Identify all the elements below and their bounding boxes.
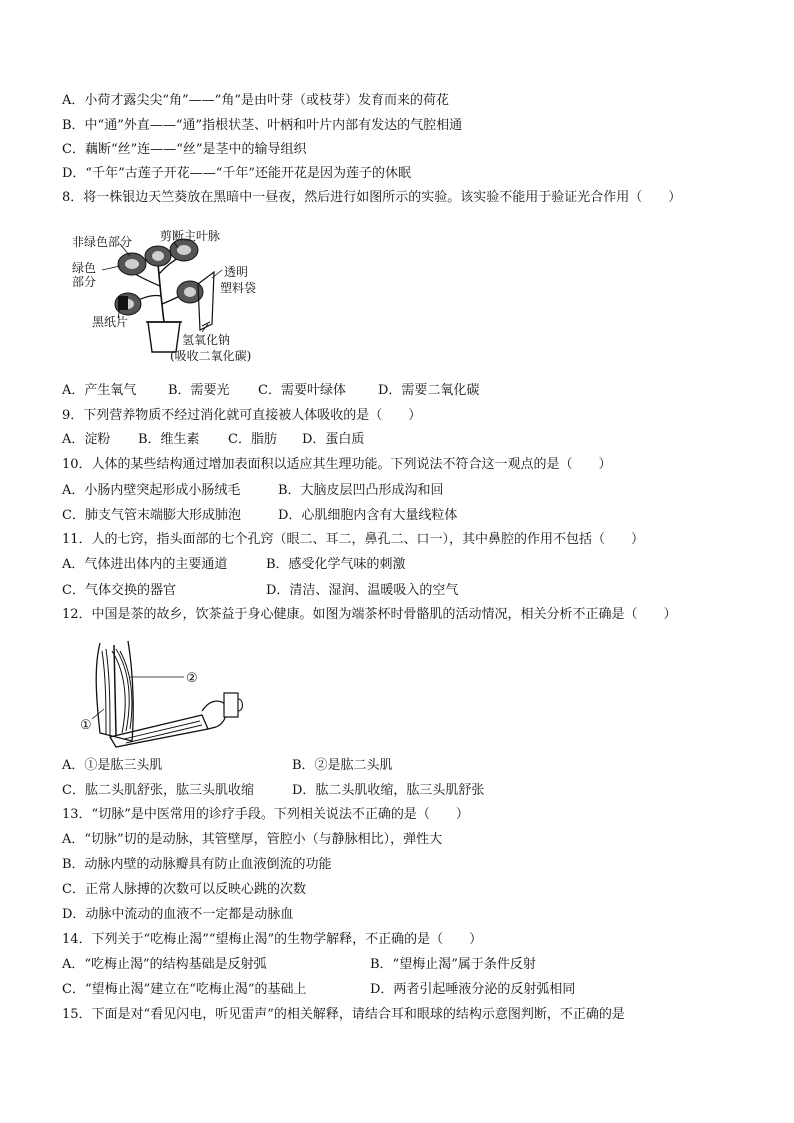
q9-option-b: B．维生素 xyxy=(138,432,200,447)
q10-option-c: C．肺支气管末端膨大形成肺泡 xyxy=(62,508,241,523)
q11-option-b: B．感受化学气味的刺激 xyxy=(266,557,406,572)
q12-option-b: B．②是肱二头肌 xyxy=(292,758,393,773)
q7-option-b: B．中“通”外直——“通”指根状茎、叶柄和叶片内部有发达的气腔相通 xyxy=(62,118,463,133)
q11-option-c: C．气体交换的器官 xyxy=(62,583,176,598)
q9-option-a: A．淀粉 xyxy=(62,432,111,447)
q11-option-d: D．清洁、湿润、温暖吸入的空气 xyxy=(266,583,459,598)
arm-muscle-figure xyxy=(76,637,246,749)
q8-option-b: B．需要光 xyxy=(168,383,230,398)
q7-option-d: D．“千年”古莲子开花——“千年”还能开花是因为莲子的休眠 xyxy=(62,166,412,181)
q10-option-a: A．小肠内壁突起形成小肠绒毛 xyxy=(62,483,241,498)
label-non-green-part: 非绿色部分 xyxy=(72,235,133,249)
q8-option-d: D．需要二氧化碳 xyxy=(378,383,480,398)
q12-option-d: D．肱二头肌收缩，肱三头肌舒张 xyxy=(292,783,485,798)
label-naoh-1: 氢氧化钠 xyxy=(182,333,231,347)
label-transparent-1: 透明 xyxy=(224,265,249,279)
q14-option-d: D．两者引起唾液分泌的反射弧相同 xyxy=(370,982,576,997)
q9-option-c: C．脂肪 xyxy=(228,432,277,447)
label-circle-one: ① xyxy=(80,718,92,733)
q9-option-d: D．蛋白质 xyxy=(302,432,365,447)
q7-option-a: A．小荷才露尖尖“角”——“角”是由叶芽（或枝芽）发育而来的荷花 xyxy=(62,93,449,108)
q10-option-b: B．大脑皮层凹凸形成沟和回 xyxy=(278,483,444,498)
label-naoh-2: (吸收二氧化碳) xyxy=(170,349,252,363)
q12-option-a: A．①是肱三头肌 xyxy=(62,758,163,773)
q15-stem: 15．下面是对“看见闪电，听见雷声”的相关解释，请结合耳和眼球的结构示意图判断，不正确的是 xyxy=(62,1007,625,1022)
q8-option-a: A．产生氧气 xyxy=(62,383,137,398)
q11-option-a: A．气体进出体内的主要通道 xyxy=(62,557,228,572)
label-green-part-1: 绿色 xyxy=(72,261,97,275)
label-transparent-2: 塑料袋 xyxy=(220,281,257,295)
q13-stem: 13．“切脉”是中医常用的诊疗手段。下列相关说法不正确的是（ ） xyxy=(62,807,469,822)
q13-option-d: D．动脉中流动的血液不一定都是动脉血 xyxy=(62,907,294,922)
label-green-part-2: 部分 xyxy=(72,275,97,289)
q14-stem: 14．下列关于“吃梅止渴”“望梅止渴”的生物学解释，不正确的是（ ） xyxy=(62,932,483,947)
q10-stem: 10．人体的某些结构通过增加表面积以适应其生理功能。下列说法不符合这一观点的是（ ） xyxy=(62,457,612,472)
q8-option-c: C．需要叶绿体 xyxy=(258,383,346,398)
q10-option-d: D．心肌细胞内含有大量线粒体 xyxy=(278,508,458,523)
q12-stem: 12．中国是茶的故乡，饮茶益于身心健康。如图为端茶杯时骨骼肌的活动情况，相关分析不正确是（ ） xyxy=(62,607,677,622)
label-black-paper: 黑纸片 xyxy=(92,315,129,329)
q13-option-b: B．动脉内壁的动脉瓣具有防止血液倒流的功能 xyxy=(62,857,332,872)
q12-option-c: C．肱二头肌舒张，肱三头肌收缩 xyxy=(62,783,254,798)
q14-option-b: B．“望梅止渴”属于条件反射 xyxy=(370,957,536,972)
q7-option-c: C．藕断“丝”连——“丝”是茎中的输导组织 xyxy=(62,142,307,157)
q9-stem: 9．下列营养物质不经过消化就可直接被人体吸收的是（ ） xyxy=(62,408,422,423)
q13-option-c: C．正常人脉搏的次数可以反映心跳的次数 xyxy=(62,882,306,897)
q14-option-c: C．“望梅止渴”建立在“吃梅止渴”的基础上 xyxy=(62,982,307,997)
q11-stem: 11．人的七窍，指头面部的七个孔窍（眼二、耳二，鼻孔二、口一），其中鼻腔的作用不包括（ ） xyxy=(62,532,645,547)
label-circle-two: ② xyxy=(186,671,198,686)
q14-option-a: A．“吃梅止渴”的结构基础是反射弧 xyxy=(62,957,267,972)
label-cut-main-vein: 剪断主叶脉 xyxy=(160,229,221,243)
q8-stem: 8．将一株银边天竺葵放在黑暗中一昼夜，然后进行如图所示的实验。该实验不能用于验证光合作用（ ） xyxy=(62,190,682,205)
q13-option-a: A．“切脉”切的是动脉，其管壁厚，管腔小（与静脉相比），弹性大 xyxy=(62,832,443,847)
plant-experiment-figure xyxy=(62,226,282,368)
